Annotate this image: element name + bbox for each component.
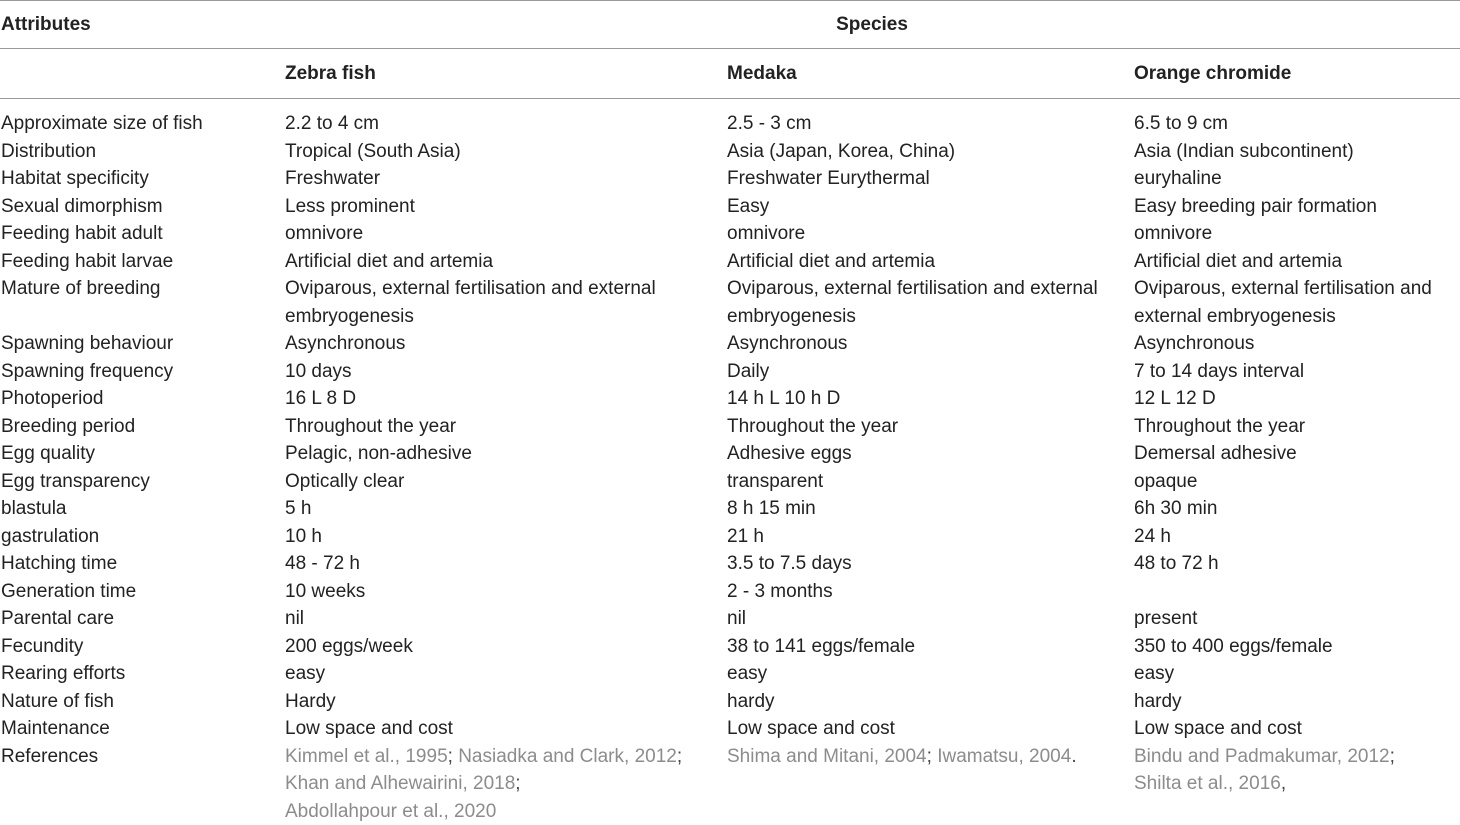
cell-line: embryogenesis: [727, 306, 856, 327]
cell-orange: present: [1133, 605, 1460, 633]
cell-medaka: transparent: [726, 468, 1133, 496]
cell-zebra: 5 h: [284, 495, 726, 523]
reference-separator: ;: [448, 746, 459, 767]
table-row: [0, 330, 1460, 358]
cell-medaka: 8 h 15 min: [726, 495, 1133, 523]
cell-orange: Asynchronous: [1133, 330, 1460, 358]
cell-zebra: Throughout the year: [284, 413, 726, 441]
cell-zebra: Optically clear: [284, 468, 726, 496]
references-zebra: [284, 743, 726, 825]
cell-orange: 12 L 12 D: [1133, 385, 1460, 413]
row-attribute-label: Spawning behaviour: [0, 330, 284, 358]
table-row: [0, 385, 1460, 413]
cell-orange: 7 to 14 days interval: [1133, 358, 1460, 386]
cell-orange: easy: [1133, 660, 1460, 688]
row-attribute-label: Sexual dimorphism: [0, 193, 284, 221]
cell-zebra: Asynchronous: [284, 330, 726, 358]
row-attribute-label: Feeding habit adult: [0, 220, 284, 248]
reference-link[interactable]: Shilta et al., 2016: [1134, 773, 1281, 794]
cell-zebra: Pelagic, non-adhesive: [284, 440, 726, 468]
reference-separator: ;: [927, 746, 938, 767]
cell-zebra: Low space and cost: [284, 715, 726, 743]
cell-zebra: Hardy: [284, 688, 726, 716]
table-row: [0, 220, 1460, 248]
cell-zebra: 10 days: [284, 358, 726, 386]
header-attributes: Attributes: [0, 1, 284, 49]
cell-medaka: nil: [726, 605, 1133, 633]
cell-orange: [1133, 578, 1460, 606]
references-medaka: [726, 743, 1133, 825]
cell-orange: euryhaline: [1133, 165, 1460, 193]
header-species: Species: [284, 1, 1460, 49]
cell-zebra: [284, 275, 726, 330]
cell-zebra: easy: [284, 660, 726, 688]
row-attribute-label: Mature of breeding: [0, 275, 284, 330]
row-attribute-label: Rearing efforts: [0, 660, 284, 688]
header-zebra-fish: Zebra fish: [284, 49, 726, 99]
cell-medaka: Asia (Japan, Korea, China): [726, 138, 1133, 166]
cell-medaka: [726, 275, 1133, 330]
cell-medaka: Daily: [726, 358, 1133, 386]
cell-line: embryogenesis: [285, 306, 414, 327]
cell-orange: 6h 30 min: [1133, 495, 1460, 523]
table-row: [0, 495, 1460, 523]
table-row: [0, 248, 1460, 276]
table-row: [0, 110, 1460, 138]
cell-medaka: omnivore: [726, 220, 1133, 248]
cell-medaka: Asynchronous: [726, 330, 1133, 358]
cell-line: Oviparous, external fertilisation and: [1134, 278, 1432, 299]
table-row: [0, 523, 1460, 551]
table-body: [0, 99, 1460, 825]
cell-zebra: 200 eggs/week: [284, 633, 726, 661]
table-row: [0, 660, 1460, 688]
reference-separator: ;: [515, 773, 520, 794]
cell-medaka: 2.5 - 3 cm: [726, 110, 1133, 138]
table-row: [0, 358, 1460, 386]
cell-orange: Artificial diet and artemia: [1133, 248, 1460, 276]
row-attribute-label: Spawning frequency: [0, 358, 284, 386]
references-row: [0, 743, 1460, 825]
cell-medaka: hardy: [726, 688, 1133, 716]
row-attribute-label: Feeding habit larvae: [0, 248, 284, 276]
reference-link[interactable]: Abdollahpour et al., 2020: [285, 801, 496, 822]
cell-zebra: omnivore: [284, 220, 726, 248]
reference-separator: .: [1071, 746, 1076, 767]
row-attribute-label: Habitat specificity: [0, 165, 284, 193]
row-attribute-label: Generation time: [0, 578, 284, 606]
cell-medaka: Low space and cost: [726, 715, 1133, 743]
table-row: [0, 440, 1460, 468]
table-row: [0, 138, 1460, 166]
reference-link[interactable]: Khan and Alhewairini, 2018: [285, 773, 515, 794]
row-attribute-label: Egg transparency: [0, 468, 284, 496]
table-row: [0, 715, 1460, 743]
table-row: [0, 688, 1460, 716]
cell-medaka: Easy: [726, 193, 1133, 221]
table-row: [0, 193, 1460, 221]
cell-medaka: Throughout the year: [726, 413, 1133, 441]
cell-orange: Easy breeding pair formation: [1133, 193, 1460, 221]
row-attribute-label: Parental care: [0, 605, 284, 633]
cell-line: external embryogenesis: [1134, 306, 1336, 327]
references-orange: [1133, 743, 1460, 825]
spacer-row: [0, 99, 1460, 111]
row-attribute-label: gastrulation: [0, 523, 284, 551]
header-row-primary: [0, 1, 1460, 49]
cell-orange: Throughout the year: [1133, 413, 1460, 441]
reference-link[interactable]: Bindu and Padmakumar, 2012: [1134, 746, 1390, 767]
header-orange-chromide: Orange chromide: [1133, 49, 1460, 99]
row-attribute-label: Fecundity: [0, 633, 284, 661]
row-attribute-label: Approximate size of fish: [0, 110, 284, 138]
table-row: [0, 165, 1460, 193]
cell-medaka: Artificial diet and artemia: [726, 248, 1133, 276]
cell-line: Oviparous, external fertilisation and external: [727, 278, 1098, 299]
cell-zebra: 48 - 72 h: [284, 550, 726, 578]
row-attribute-label: Hatching time: [0, 550, 284, 578]
cell-orange: 350 to 400 eggs/female: [1133, 633, 1460, 661]
cell-orange: 48 to 72 h: [1133, 550, 1460, 578]
header-row-species: [0, 49, 1460, 99]
row-attribute-label: blastula: [0, 495, 284, 523]
cell-orange: opaque: [1133, 468, 1460, 496]
cell-zebra: Less prominent: [284, 193, 726, 221]
cell-medaka: 21 h: [726, 523, 1133, 551]
cell-orange: omnivore: [1133, 220, 1460, 248]
header-empty: [0, 49, 284, 99]
cell-zebra: Tropical (South Asia): [284, 138, 726, 166]
cell-zebra: 10 h: [284, 523, 726, 551]
reference-link[interactable]: Shima and Mitani, 2004: [727, 746, 927, 767]
cell-line: Oviparous, external fertilisation and external: [285, 278, 656, 299]
row-attribute-label: Nature of fish: [0, 688, 284, 716]
cell-zebra: Artificial diet and artemia: [284, 248, 726, 276]
row-attribute-label: Egg quality: [0, 440, 284, 468]
header-medaka: Medaka: [726, 49, 1133, 99]
cell-orange: hardy: [1133, 688, 1460, 716]
reference-link[interactable]: Iwamatsu, 2004: [937, 746, 1071, 767]
row-attribute-label: Breeding period: [0, 413, 284, 441]
reference-link[interactable]: Nasiadka and Clark, 2012: [458, 746, 677, 767]
cell-medaka: Adhesive eggs: [726, 440, 1133, 468]
table-row: [0, 550, 1460, 578]
cell-medaka: 3.5 to 7.5 days: [726, 550, 1133, 578]
table-row: [0, 605, 1460, 633]
cell-zebra: 16 L 8 D: [284, 385, 726, 413]
table-row: [0, 633, 1460, 661]
cell-medaka: 38 to 141 eggs/female: [726, 633, 1133, 661]
table-row: [0, 413, 1460, 441]
row-attribute-label: Distribution: [0, 138, 284, 166]
cell-medaka: Freshwater Eurythermal: [726, 165, 1133, 193]
cell-orange: Demersal adhesive: [1133, 440, 1460, 468]
reference-link[interactable]: Kimmel et al., 1995: [285, 746, 448, 767]
cell-medaka: 2 - 3 months: [726, 578, 1133, 606]
cell-orange: 6.5 to 9 cm: [1133, 110, 1460, 138]
reference-separator: ;: [677, 746, 682, 767]
table-row: [0, 468, 1460, 496]
reference-separator: ;: [1390, 746, 1395, 767]
table-row: [0, 275, 1460, 330]
cell-orange: Asia (Indian subcontinent): [1133, 138, 1460, 166]
row-attribute-label: Photoperiod: [0, 385, 284, 413]
table-row: [0, 578, 1460, 606]
row-attribute-label: References: [0, 743, 284, 825]
cell-orange: Low space and cost: [1133, 715, 1460, 743]
row-attribute-label: Maintenance: [0, 715, 284, 743]
cell-zebra: 2.2 to 4 cm: [284, 110, 726, 138]
cell-medaka: 14 h L 10 h D: [726, 385, 1133, 413]
cell-zebra: Freshwater: [284, 165, 726, 193]
cell-orange: 24 h: [1133, 523, 1460, 551]
reference-separator: ,: [1281, 773, 1286, 794]
cell-orange: [1133, 275, 1460, 330]
cell-zebra: 10 weeks: [284, 578, 726, 606]
cell-medaka: easy: [726, 660, 1133, 688]
cell-zebra: nil: [284, 605, 726, 633]
